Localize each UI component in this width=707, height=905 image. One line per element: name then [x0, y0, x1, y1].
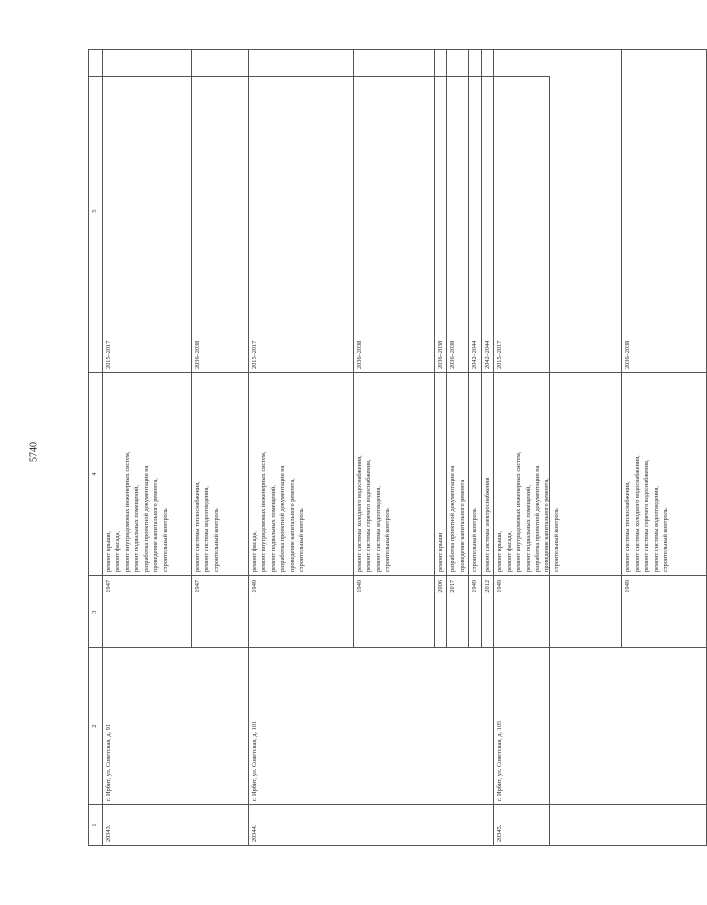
work-item: строительный контроль [661, 508, 669, 572]
works-list [469, 373, 481, 576]
work-item: строительный контроль [212, 508, 220, 572]
repair-period: 2015–2017 [249, 50, 354, 373]
construction-year: 2006 [435, 576, 447, 648]
work-item: проведение капитального ремонта, [288, 478, 296, 572]
work-item: строительный контроль [384, 508, 392, 572]
table-row [249, 50, 354, 846]
work-item: строительный контроль [161, 508, 169, 572]
works-list [481, 373, 493, 576]
works-list [494, 373, 622, 576]
work-item: разработка проектной документации на [449, 465, 457, 572]
construction-year: 1949 [249, 576, 354, 648]
work-item: ремонт системы водоотведения, [374, 486, 382, 572]
column-header: 5 [89, 50, 103, 373]
page-number: 5740 [28, 442, 40, 462]
construction-year: 1947 [103, 576, 192, 648]
work-item: ремонт подвальных помещений, [133, 485, 141, 572]
work-item: ремонт фасада, [505, 531, 513, 572]
work-item: разработка проектной документации на [142, 465, 150, 572]
work-item: ремонт фасада, [114, 531, 122, 572]
work-item: строительный контроль [552, 508, 560, 572]
repair-period: 2036–2038 [435, 50, 447, 373]
works-list [249, 373, 354, 576]
row-number: 20345. [494, 805, 707, 846]
rotated-table-container [88, 76, 669, 846]
construction-year: 1949 [354, 576, 435, 648]
work-item: ремонт системы теплоснабжения, [194, 481, 201, 572]
work-item: ремонт системы водоотведения, [652, 486, 660, 572]
construction-year: 1949 [494, 576, 622, 648]
column-header: 1 [89, 805, 103, 846]
table-row [494, 50, 622, 846]
work-item: ремонт крыши [437, 532, 444, 572]
work-item: проведение капитального ремонта, [152, 478, 160, 572]
work-item: ремонт системы горячего водоснабжения, [643, 459, 651, 572]
repair-period: 2036–2038 [622, 50, 707, 373]
works-list [103, 373, 192, 576]
building-address: г. Ирбит, ул. Советская, д. 105 [494, 648, 707, 805]
works-list [354, 373, 435, 576]
works-list [192, 373, 249, 576]
table-row [103, 50, 192, 846]
work-item: ремонт внутридомовых инженерных систем, [260, 451, 268, 572]
construction-year: 1947 [192, 576, 249, 648]
work-item: ремонт системы теплоснабжения, [624, 481, 632, 572]
repair-period: 2042–2044 [469, 50, 481, 373]
work-item: разработка проектной документации на [279, 465, 287, 572]
work-item: ремонт системы электроснабжения [483, 477, 491, 572]
works-list [622, 373, 707, 576]
row-number: 20343. [103, 805, 249, 846]
repair-period: 2036–2038 [447, 50, 469, 373]
work-item: проведение капитального ремонта, [543, 478, 551, 572]
work-item: ремонт системы холодного водоснабжения, [356, 455, 363, 572]
repair-schedule-table [88, 49, 707, 846]
column-header: 3 [89, 576, 103, 648]
work-item: ремонт подвальных помещений, [524, 485, 532, 572]
work-item: разработка проектной документации на [533, 465, 541, 572]
repair-period: 2015–2017 [494, 50, 622, 373]
work-item: ремонт системы горячего водоснабжения, [365, 459, 373, 572]
column-header: 4 [89, 373, 103, 576]
work-item: ремонт системы холодного водоснабжения, [633, 455, 641, 572]
works-list [435, 373, 447, 576]
repair-period: 2036–2038 [192, 50, 249, 373]
work-item: ремонт крыши, [496, 530, 504, 572]
work-item: ремонт системы водоотведения, [203, 486, 211, 572]
work-item: ремонт внутридомовых инженерных систем, [515, 451, 523, 572]
work-item: ремонт крыши, [105, 530, 112, 572]
work-item: ремонт внутридомовых инженерных систем, [123, 451, 131, 572]
repair-period: 2042–2044 [481, 50, 493, 373]
repair-period: 2036–2038 [354, 50, 435, 373]
works-list [447, 373, 469, 576]
building-address: г. Ирбит, ул. Советская, д. 101 [249, 648, 494, 805]
construction-year: 2017 [447, 576, 469, 648]
repair-period: 2015–2017 [103, 50, 192, 373]
construction-year: 2012 [481, 576, 493, 648]
row-number: 20344. [249, 805, 494, 846]
work-item: строительный контроль [471, 508, 479, 572]
work-item: ремонт подвальных помещений, [269, 485, 277, 572]
table-header-row [89, 50, 103, 846]
construction-year: 1949 [622, 576, 707, 648]
work-item: строительный контроль [298, 508, 306, 572]
work-item: проведение капитального ремонта [458, 479, 466, 572]
work-item: ремонт фасада, [251, 531, 258, 572]
building-address: г. Ирбит, ул. Советская, д. 91 [103, 648, 249, 805]
column-header: 2 [89, 648, 103, 805]
construction-year: 1949 [469, 576, 481, 648]
